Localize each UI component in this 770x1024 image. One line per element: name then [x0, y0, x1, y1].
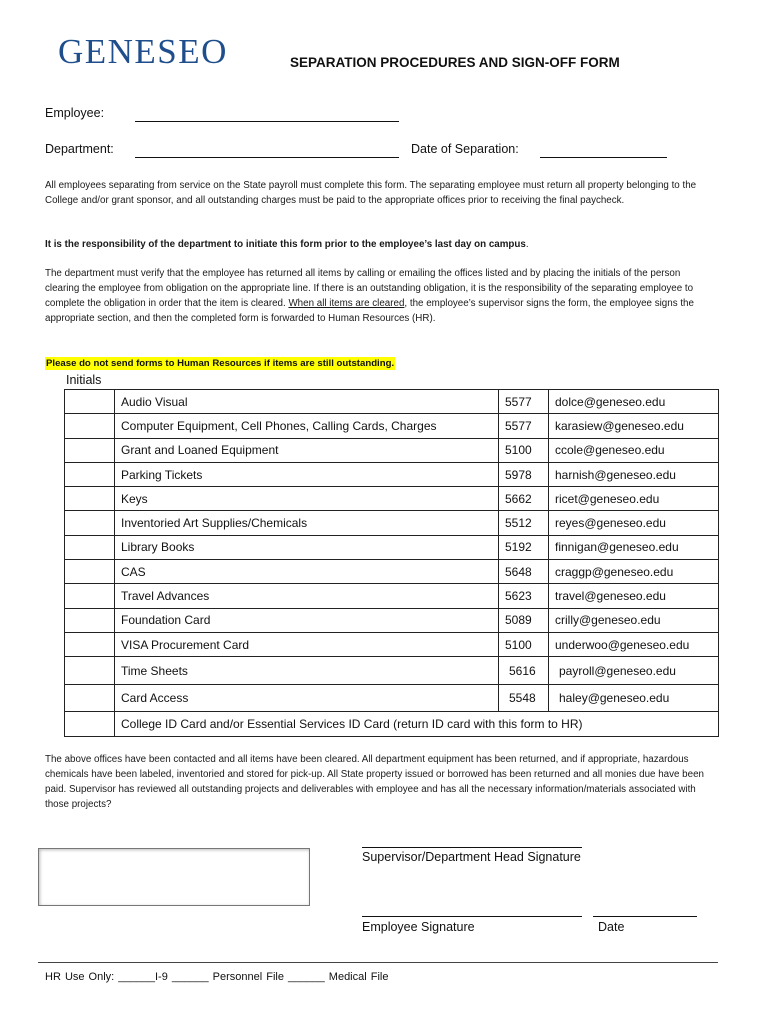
- date-of-separation-field[interactable]: [540, 157, 667, 158]
- employee-signature-line[interactable]: [362, 916, 582, 917]
- item-name-cell: Computer Equipment, Cell Phones, Calling Cards, Charges: [115, 414, 499, 438]
- table-row: [65, 657, 719, 685]
- responsibility-bold-text: It is the responsibility of the department to initiate this form prior to the employee’s last day on campus: [45, 239, 526, 250]
- email-cell: haley@geneseo.edu: [549, 684, 719, 712]
- responsibility-paragraph: [45, 237, 715, 252]
- verification-text-b: , the employee’s supervisor signs the form, the employee signs the appropriate section, and then the completed form is forwarded to Human Resources (HR).: [45, 298, 694, 324]
- item-name-cell: Travel Advances: [115, 584, 499, 608]
- verification-underlined-text: When all items are cleared: [288, 298, 405, 309]
- initials-header: Initials: [66, 373, 102, 387]
- item-name-cell: Time Sheets: [115, 657, 499, 685]
- extension-cell: 5662: [499, 487, 549, 511]
- item-name-cell: CAS: [115, 560, 499, 584]
- initials-cell[interactable]: [65, 438, 115, 462]
- table-row: [65, 390, 719, 414]
- verification-text-a: The department must verify that the employee has returned all items by calling or emailing the offices listed and by placing the initials of the person clearing the employee from obligation on the appropriate line. If there is an outstanding obligation, it is the responsibility of the separating employee to complete the obligation in order that the item is cleared.: [45, 268, 694, 309]
- extension-cell: 5100: [499, 438, 549, 462]
- email-cell: harnish@geneseo.edu: [549, 462, 719, 486]
- employee-signature-label: Employee Signature: [362, 920, 475, 934]
- item-name-cell: Grant and Loaned Equipment: [115, 438, 499, 462]
- clearance-table-body: [65, 390, 719, 737]
- initials-cell[interactable]: [65, 535, 115, 559]
- id-card-cell: College ID Card and/or Essential Services ID Card (return ID card with this form to HR): [115, 712, 719, 736]
- extension-cell: 5577: [499, 390, 549, 414]
- table-row: [65, 608, 719, 632]
- employee-date-line[interactable]: [593, 916, 697, 917]
- employee-label: Employee:: [45, 106, 105, 120]
- table-row: [65, 438, 719, 462]
- date-of-separation-label: Date of Separation:: [411, 142, 519, 156]
- extension-cell: 5577: [499, 414, 549, 438]
- initials-cell[interactable]: [65, 414, 115, 438]
- initials-cell[interactable]: [65, 632, 115, 656]
- email-cell: crilly@geneseo.edu: [549, 608, 719, 632]
- table-row: [65, 462, 719, 486]
- initials-cell[interactable]: [65, 657, 115, 685]
- table-row: [65, 487, 719, 511]
- initials-cell[interactable]: [65, 487, 115, 511]
- email-cell: reyes@geneseo.edu: [549, 511, 719, 535]
- employee-field[interactable]: [135, 121, 399, 122]
- item-name-cell: Library Books: [115, 535, 499, 559]
- initials-cell[interactable]: [65, 511, 115, 535]
- email-cell: finnigan@geneseo.edu: [549, 535, 719, 559]
- supervisor-signature-label: Supervisor/Department Head Signature: [362, 850, 581, 864]
- email-cell: ccole@geneseo.edu: [549, 438, 719, 462]
- initials-cell[interactable]: [65, 684, 115, 712]
- extension-cell: 5623: [499, 584, 549, 608]
- intro-paragraph: All employees separating from service on the State payroll must complete this form. The separating employee must return all property belonging to the College and/or grant sponsor, and all outstanding charges must be paid to the appropriate offices prior to receiving the final paycheck.: [45, 180, 697, 206]
- extension-cell: 5512: [499, 511, 549, 535]
- verification-paragraph: [45, 266, 715, 326]
- table-row: [65, 414, 719, 438]
- stamp-box[interactable]: [38, 848, 310, 906]
- email-cell: underwoo@geneseo.edu: [549, 632, 719, 656]
- table-row: [65, 511, 719, 535]
- extension-cell: 5616: [499, 657, 549, 685]
- extension-cell: 5548: [499, 684, 549, 712]
- initials-cell[interactable]: [65, 712, 115, 736]
- item-name-cell: Parking Tickets: [115, 462, 499, 486]
- email-cell: dolce@geneseo.edu: [549, 390, 719, 414]
- form-title: SEPARATION PROCEDURES AND SIGN-OFF FORM: [290, 55, 620, 70]
- email-cell: travel@geneseo.edu: [549, 584, 719, 608]
- table-row: [65, 684, 719, 712]
- extension-cell: 5100: [499, 632, 549, 656]
- initials-cell[interactable]: [65, 560, 115, 584]
- extension-cell: 5648: [499, 560, 549, 584]
- initials-cell[interactable]: [65, 390, 115, 414]
- item-name-cell: Inventoried Art Supplies/Chemicals: [115, 511, 499, 535]
- email-cell: payroll@geneseo.edu: [549, 657, 719, 685]
- table-row: [65, 584, 719, 608]
- item-name-cell: Foundation Card: [115, 608, 499, 632]
- clearance-table: [64, 389, 719, 737]
- supervisor-signature-line[interactable]: [362, 847, 582, 848]
- extension-cell: 5192: [499, 535, 549, 559]
- extension-cell: 5089: [499, 608, 549, 632]
- table-row: [65, 632, 719, 656]
- item-name-cell: Card Access: [115, 684, 499, 712]
- geneseo-logo: GENESEO: [58, 32, 228, 71]
- email-cell: craggp@geneseo.edu: [549, 560, 719, 584]
- initials-cell[interactable]: [65, 584, 115, 608]
- initials-cell[interactable]: [65, 608, 115, 632]
- employee-date-label: Date: [598, 920, 625, 934]
- table-row: [65, 712, 719, 736]
- footer-divider: [38, 962, 718, 963]
- warning-highlight: Please do not send forms to Human Resources if items are still outstanding.: [46, 358, 395, 369]
- table-row: [65, 535, 719, 559]
- department-field[interactable]: [135, 157, 399, 158]
- email-cell: ricet@geneseo.edu: [549, 487, 719, 511]
- item-name-cell: VISA Procurement Card: [115, 632, 499, 656]
- email-cell: karasiew@geneseo.edu: [549, 414, 719, 438]
- table-row: [65, 560, 719, 584]
- department-label: Department:: [45, 142, 114, 156]
- extension-cell: 5978: [499, 462, 549, 486]
- item-name-cell: Audio Visual: [115, 390, 499, 414]
- item-name-cell: Keys: [115, 487, 499, 511]
- initials-cell[interactable]: [65, 462, 115, 486]
- responsibility-end: .: [525, 239, 529, 250]
- hr-use-only: HR Use Only: ______I-9 ______ Personnel File ______ Medical File: [45, 971, 389, 983]
- certification-paragraph: The above offices have been contacted and all items have been cleared. All department equipment has been returned, and if appropriate, hazardous chemicals have been labeled, inventoried and stored for pick-up. All State property issued or borrowed has been returned and all monies due have been paid. Supervisor has reviewed all outstanding projects and deliverables with employee and has all the necessary information/materials associated with those projects?: [45, 754, 704, 810]
